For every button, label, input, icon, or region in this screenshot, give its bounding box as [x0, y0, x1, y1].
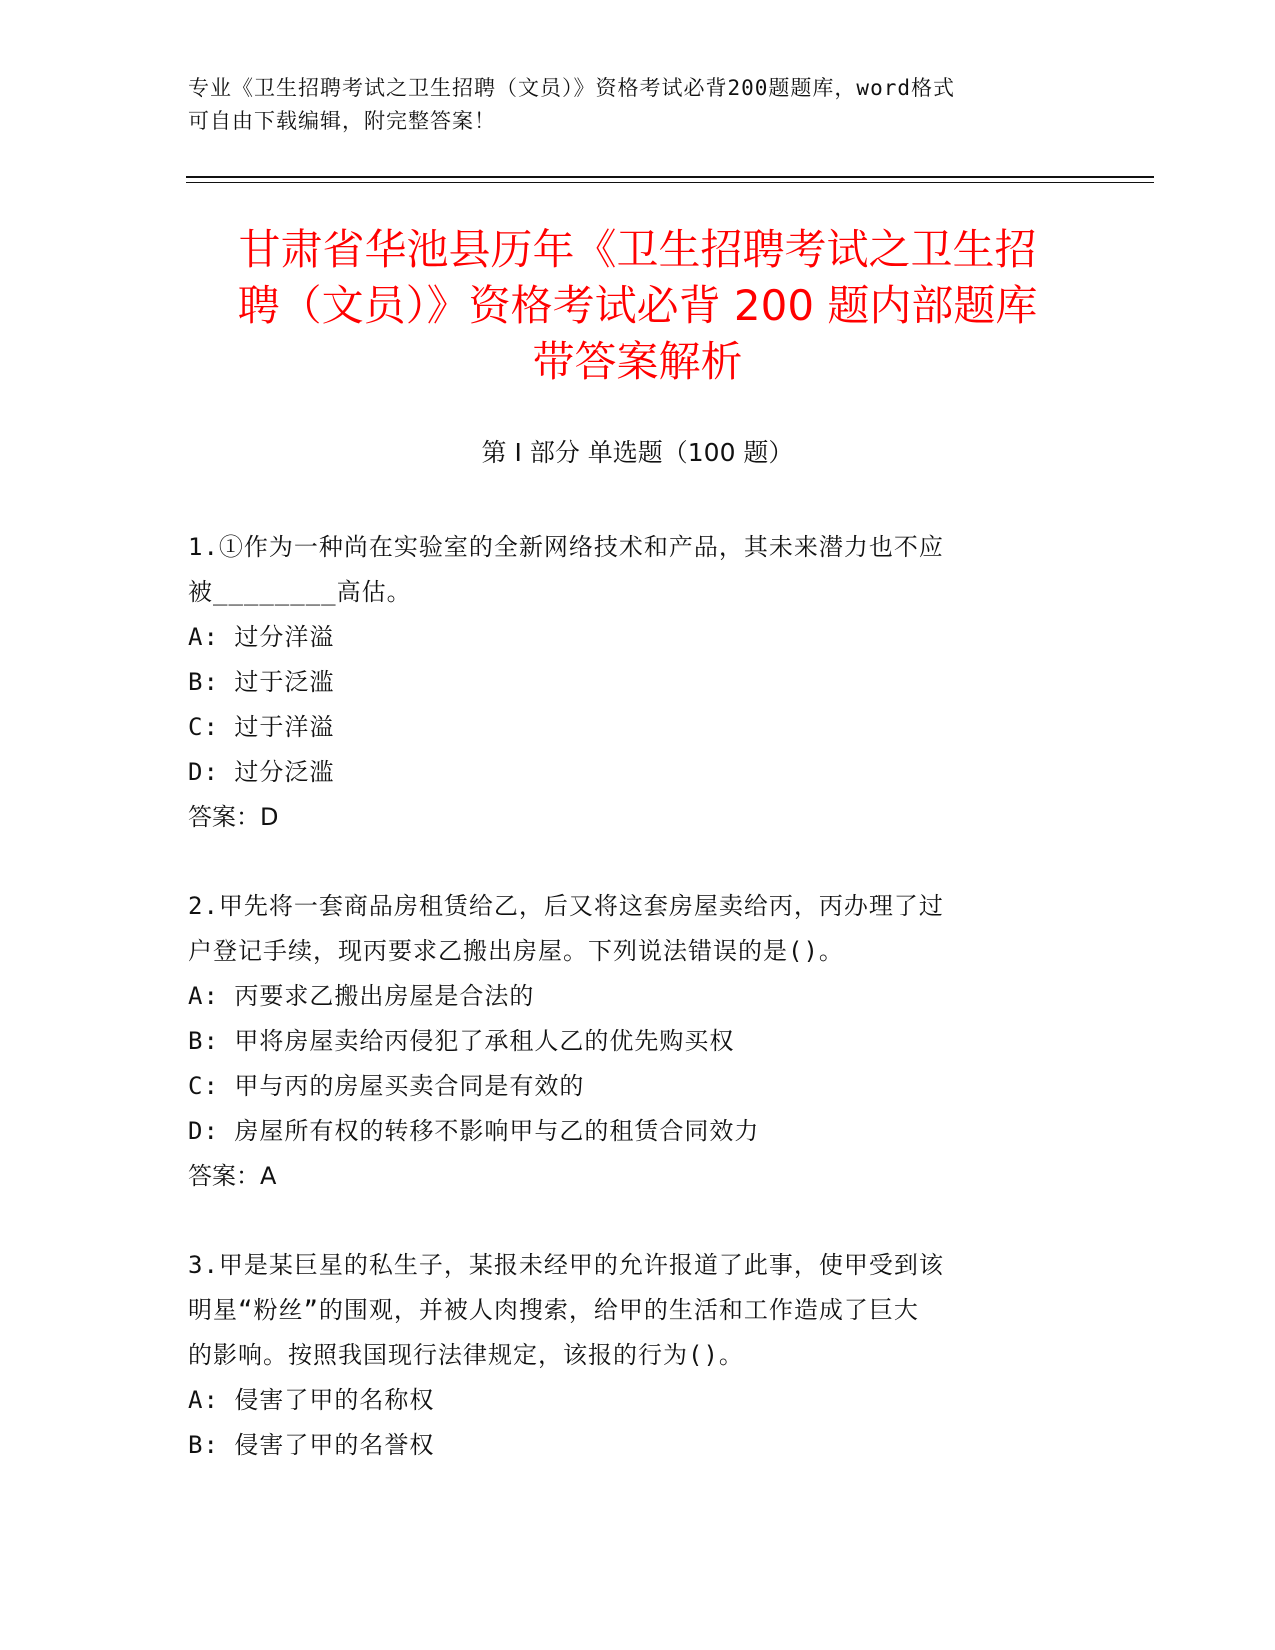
question-stem: 的影响。按照我国现行法律规定，该报的行为()。 — [188, 1341, 744, 1369]
header-rule — [186, 176, 1154, 178]
option-a: A: 侵害了甲的名称权 — [188, 1386, 435, 1414]
question-2 — [188, 884, 1068, 1199]
question-stem: 明星“粉丝”的围观，并被人肉搜索，给甲的生活和工作造成了巨大 — [188, 1296, 919, 1324]
header-note-line: 专业《卫生招聘考试之卫生招聘（文员）》资格考试必背200题题库，word格式 — [188, 76, 955, 100]
option-b: B: 侵害了甲的名誉权 — [188, 1431, 435, 1459]
spacer — [188, 840, 1068, 884]
answer: 答案：D — [188, 803, 279, 831]
header-note — [188, 72, 1068, 138]
header-note-line: 可自由下载编辑，附完整答案！ — [188, 109, 496, 133]
question-1 — [188, 525, 1068, 840]
question-stem: 2.甲先将一套商品房租赁给乙，后又将这套房屋卖给丙，丙办理了过 — [188, 892, 944, 920]
question-stem: 户登记手续，现丙要求乙搬出房屋。下列说法错误的是()。 — [188, 937, 844, 965]
option-b: B: 甲将房屋卖给丙侵犯了承租人乙的优先购买权 — [188, 1027, 735, 1055]
question-stem: 被________高估。 — [188, 578, 412, 606]
option-c: C: 过于洋溢 — [188, 713, 335, 741]
option-a: A: 丙要求乙搬出房屋是合法的 — [188, 982, 535, 1010]
question-stem: 3.甲是某巨星的私生子，某报未经甲的允许报道了此事，使甲受到该 — [188, 1251, 944, 1279]
question-list — [188, 525, 1068, 1468]
document-title — [150, 222, 1125, 390]
question-3 — [188, 1243, 1068, 1468]
section-heading: 第 I 部分 单选题（100 题） — [481, 438, 794, 467]
option-d: D: 房屋所有权的转移不影响甲与乙的租赁合同效力 — [188, 1117, 760, 1145]
option-b: B: 过于泛滥 — [188, 668, 335, 696]
option-c: C: 甲与丙的房屋买卖合同是有效的 — [188, 1072, 585, 1100]
spacer — [188, 1199, 1068, 1243]
option-d: D: 过分泛滥 — [188, 758, 335, 786]
answer: 答案：A — [188, 1162, 277, 1190]
option-a: A: 过分洋溢 — [188, 623, 335, 651]
title-line: 甘肃省华池县历年《卫生招聘考试之卫生招 — [238, 225, 1037, 274]
title-line: 带答案解析 — [532, 337, 743, 386]
header-rule-thin — [186, 182, 1154, 183]
question-stem: 1.①作为一种尚在实验室的全新网络技术和产品，其未来潜力也不应 — [188, 533, 944, 561]
title-line: 聘（文员）》资格考试必背 200 题内部题库 — [237, 281, 1038, 330]
